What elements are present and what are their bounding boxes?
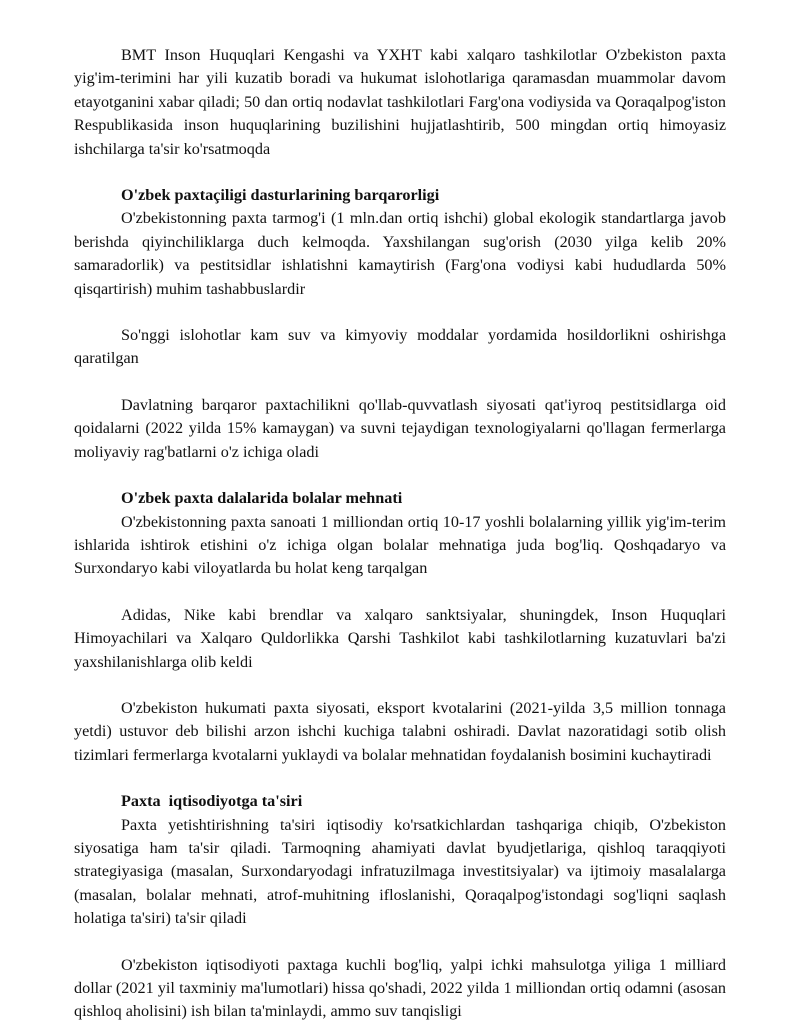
paragraph-brands-sanctions: Adidas, Nike kabi brendlar va xalqaro sanktsiyalar, shuningdek, Inson Huquqlari Himoyachilari va Xalqaro Quldorlikka Qarshi Tashkilot kabi tashkilotlarning kuzatuvlari ba'zi yaxshilanishlarga olib keldi [74,605,726,671]
paragraph-child-labor: O'zbekistonning paxta sanoati 1 milliondan ortiq 10-17 yoshli bolalarning yillik yig'im-terim ishlarida ishtirok etishini o'z ichiga olgan bolalar mehnatiga juda bog'liq. Qoshqadaryo va Surxondaryo kabi viloyatlarda bu holat keng tarqalgan [74,512,726,578]
paragraph-recent-reforms: So'nggi islohotlar kam suv va kimyoviy moddalar yordamida hosildorlikni oshirishga qaratilgan [74,326,726,368]
heading-sustainability: O'zbek paxtaçiligi dasturlarining barqarorligi [121,186,440,205]
heading-economic-impact: Paxta iqtisodiyotga ta'siri [121,792,303,811]
paragraph-cotton-impact: Paxta yetishtirishning ta'siri iqtisodiy ko'rsatkichlardan tashqariga chiqib, O'zbekiston siyosatiga ham ta'sir qiladi. Tarmoqning ahamiyati davlat byudjetlariga, qishloq taraqqiyoti strategiyasiga (masalan, Surxondaryodagi infratuzilmaga investitsiyalar) va ijtimoiy masalalarga (masalan, bolalar mehnati, atrof-muhitning ifloslanishi, Qoraqalpog'istondagi sog'liqni saqlash holatiga ta'siri) ta'sir qiladi [74,815,726,928]
document-page [74,44,726,1024]
heading-child-labor: O'zbek paxta dalalarida bolalar mehnati [121,489,403,508]
paragraph-economy-dependence: O'zbekiston iqtisodiyoti paxtaga kuchli bog'liq, yalpi ichki mahsulotga yiliga 1 milliard dollar (2021 yil taxminiy ma'lumotlari) hissa qo'shadi, 2022 yilda 1 milliondan ortiq odamni (asosan qishloq aholisini) ish bilan ta'minlaydi, ammo suv tanqisligi [74,955,726,1021]
paragraph-state-policy: Davlatning barqaror paxtachilikni qo'llab-quvvatlash siyosati qat'iyroq pestitsidlarga oid qoidalarni (2022 yilda 15% kamaygan) va suvni tejaydigan texnologiyalarni qo'llagan fermerlarga moliyaviy rag'batlarni o'z ichiga oladi [74,395,726,461]
paragraph-export-quotas: O'zbekiston hukumati paxta siyosati, eksport kvotalarini (2021-yilda 3,5 million tonnaga yetdi) ustuvor deb bilishi arzon ishchi kuchiga talabni oshiradi. Davlat nazoratidagi sotib olish tizimlari fermerlarga kvotalarni yuklaydi va bolalar mehnatidan foydalanish bosimini kuchaytiradi [74,698,726,764]
paragraph-monitoring: BMT Inson Huquqlari Kengashi va YXHT kabi xalqaro tashkilotlar O'zbekiston paxta yig'im-terimini har yili kuzatib boradi va hukumat islohotlariga qaramasdan muammolar davom etayotganini xabar qiladi; 50 dan ortiq nodavlat tashkilotlari Farg'ona vodiysida va Qoraqalpog'iston Respublikasida inson huquqlarining buzilishini hujjatlashtirib, 500 mingdan ortiq himoyasiz ishchilarga ta'sir ko'rsatmoqda [74,46,726,158]
paragraph-cotton-sector: O'zbekistonning paxta tarmog'i (1 mln.dan ortiq ishchi) global ekologik standartlarga javob berishda qiyinchiliklarga duch kelmoqda. Yaxshilangan sug'orish (2030 yilga kelib 20% samaradorlik) va pestitsidlar ishlatishni kamaytirish (Farg'ona vodiysi kabi hududlarda 50% qisqartirish) muhim tashabbuslardir [74,209,726,298]
